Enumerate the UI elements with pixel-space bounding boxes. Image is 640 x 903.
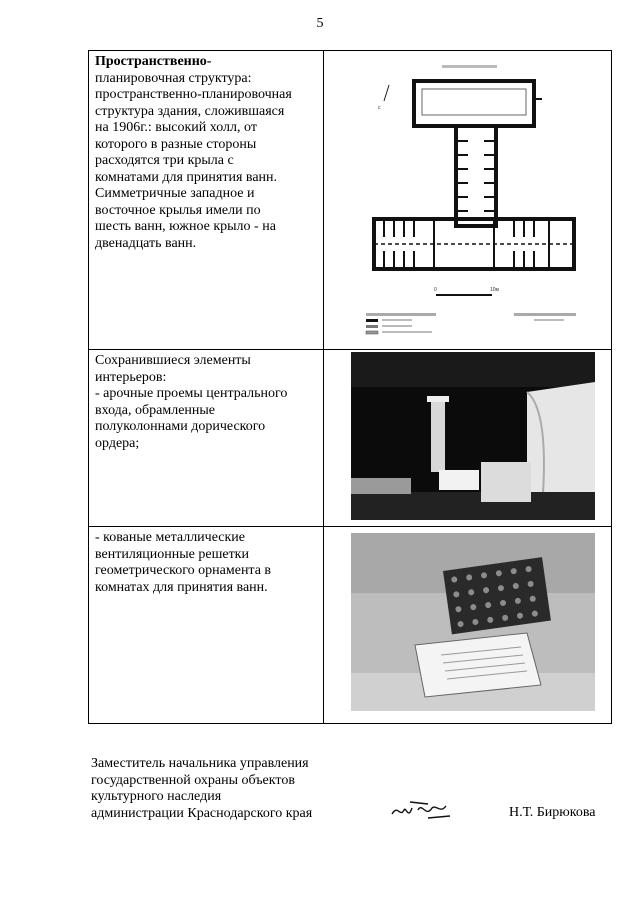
text-line: вентиляционные решетки bbox=[95, 546, 249, 562]
text-line: на 1906г.: высокий холл, от bbox=[95, 120, 257, 135]
text-line: шесть ванн, южное крыло - на bbox=[95, 219, 276, 234]
text-line: геометрического орнамента в bbox=[95, 563, 272, 578]
table-row bbox=[89, 51, 612, 350]
text-line: интерьеров: bbox=[95, 369, 167, 385]
position-line: Заместитель начальника управления bbox=[91, 756, 309, 771]
scale-start: 0 bbox=[433, 287, 437, 293]
row-text-cell bbox=[89, 527, 324, 724]
text-line: Симметричные западное и bbox=[95, 186, 255, 201]
text-line: структура здания, сложившаяся bbox=[95, 103, 285, 119]
position-line: государственной охраны объектов bbox=[91, 772, 295, 788]
scale-end: 10м bbox=[489, 287, 499, 293]
text-line: - арочные проемы центрального bbox=[95, 386, 288, 401]
text-line: расходятся три крыла с bbox=[95, 153, 234, 168]
text-line: восточное крылья имели по bbox=[95, 202, 261, 218]
text-line: входа, обрамленные bbox=[95, 402, 216, 418]
text-line: планировочная структура: bbox=[95, 70, 252, 86]
grille-photo bbox=[351, 533, 595, 711]
description-table bbox=[88, 50, 612, 724]
position-line: культурного наследия bbox=[91, 789, 222, 804]
text-line: Сохранившиеся элементы bbox=[95, 353, 251, 368]
text-line: которого в разные стороны bbox=[95, 136, 257, 152]
row-text-cell bbox=[89, 350, 324, 527]
row-image-cell bbox=[323, 527, 611, 724]
svg-text:с: с bbox=[377, 105, 381, 111]
table-row bbox=[89, 350, 612, 527]
text-line: двенадцать ванн. bbox=[95, 235, 197, 251]
row-heading: Пространственно- bbox=[95, 54, 212, 69]
handwritten-signature bbox=[388, 796, 458, 826]
row-text-cell bbox=[89, 51, 324, 350]
text-line: пространственно-планировочная bbox=[95, 87, 292, 102]
signer-name: Н.Т. Бирюкова bbox=[509, 805, 596, 820]
row-image-cell bbox=[323, 350, 611, 527]
table-row bbox=[89, 527, 612, 724]
position-line: администрации Краснодарского края bbox=[91, 805, 313, 821]
text-line: ордера; bbox=[95, 435, 140, 451]
signature-block bbox=[91, 756, 312, 822]
text-line: комнатами для принятия ванн. bbox=[95, 169, 278, 185]
text-line: - кованые металлические bbox=[95, 530, 245, 545]
floor-plan-image bbox=[364, 59, 584, 339]
interior-photo bbox=[351, 352, 595, 520]
text-line: полуколоннами дорического bbox=[95, 419, 266, 434]
page-number: 5 bbox=[316, 16, 324, 31]
row-image-cell bbox=[323, 51, 611, 350]
text-line: комнатах для принятия ванн. bbox=[95, 579, 268, 595]
